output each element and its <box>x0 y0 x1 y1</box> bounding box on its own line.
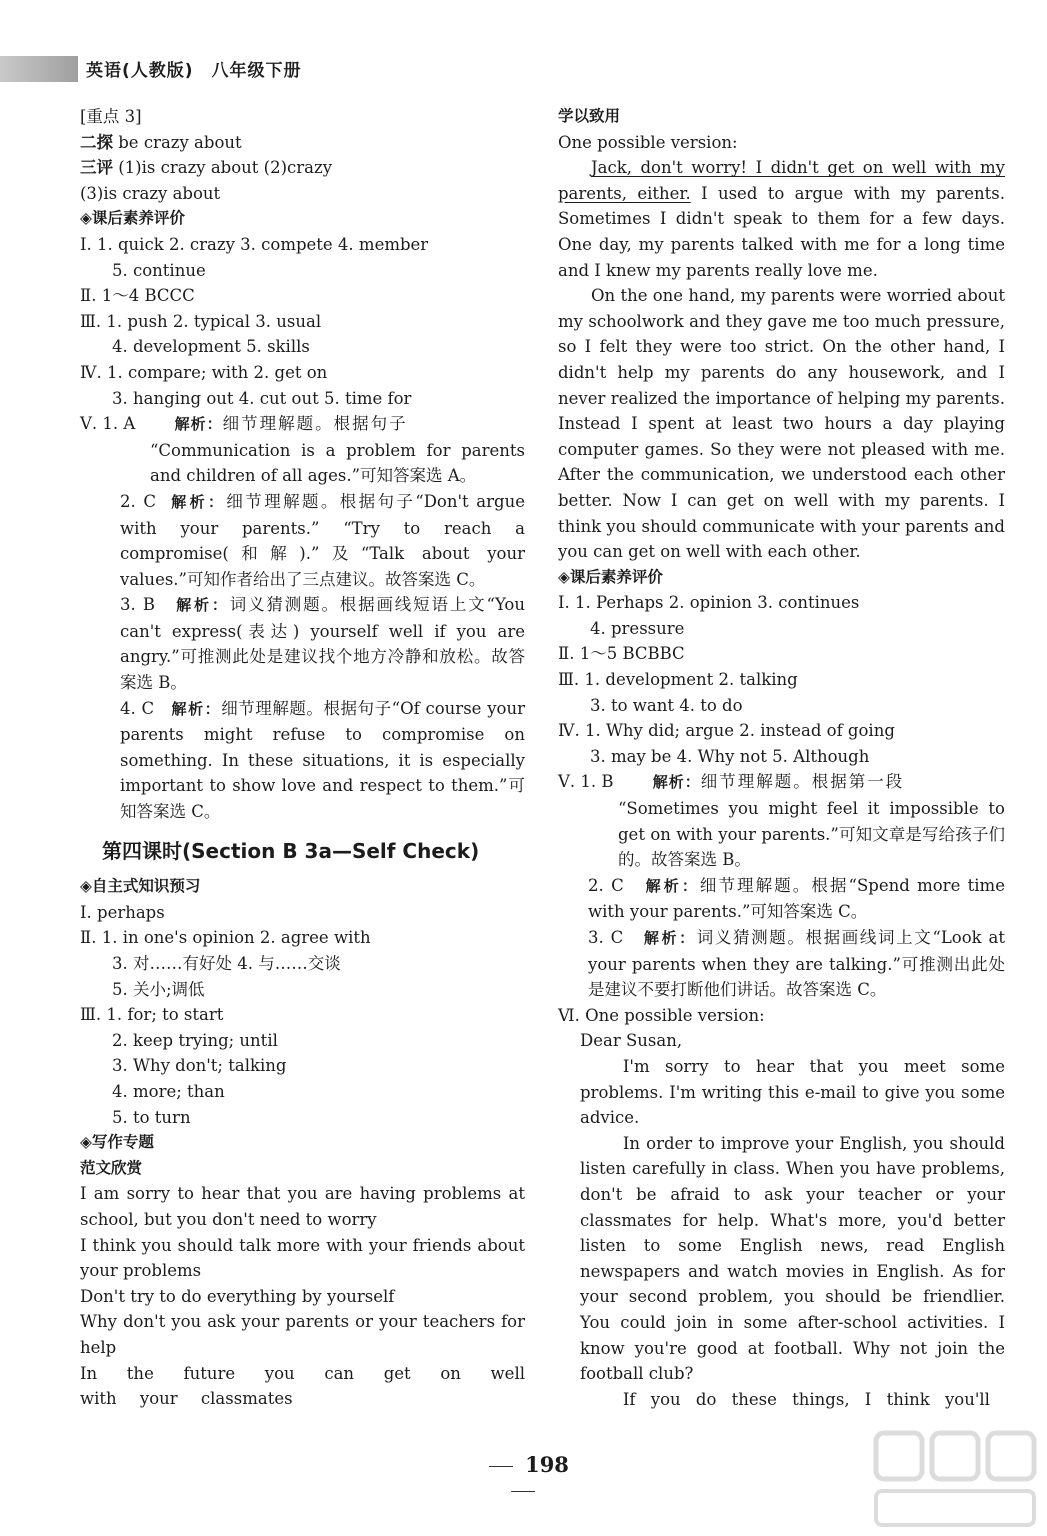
analysis-text: 词义猜测题。根据画线短语上文“You can't express(表达) yourself well if you are angry.”可推测此处是建议找个地方冷静和放松。故答案选 B。 <box>120 595 525 693</box>
key-point-label: [重点 3] <box>80 107 142 126</box>
page-number-text: 198 <box>525 1452 569 1477</box>
analysis-answer: 3. C <box>588 928 624 947</box>
answer-line: Ⅱ. 1～4 BCCC <box>80 286 195 306</box>
analysis-label: 解析： <box>171 699 222 718</box>
answer-line: 2. keep trying; until <box>112 1030 278 1050</box>
page-number-dash <box>489 1466 513 1467</box>
answer-line: Ⅰ. perhaps <box>80 902 165 922</box>
essay-text: I used to argue with my parents. Sometimes I didn't speak to them for a few days. One day, my parents talked with me for a long time and I knew my parents really love me. <box>558 183 1005 280</box>
section-heading: ◈课后素养评价 <box>558 567 663 586</box>
page-number-dash <box>511 1491 535 1492</box>
analysis-item <box>558 873 1005 925</box>
answer-line: 5. 关小;调低 <box>112 979 205 999</box>
header-tab-decoration <box>0 56 78 82</box>
analysis-answer: Ⅴ. 1. A <box>80 414 136 434</box>
answer-line: 5. to turn <box>112 1107 191 1127</box>
sample-sentence: In the future you can get on well with your classmates <box>80 1363 525 1409</box>
answer-line: Ⅲ. 1. development 2. talking <box>558 670 798 690</box>
analysis-label: 解析： <box>643 929 697 947</box>
answer-text: (1)is crazy about (2)crazy <box>113 158 333 178</box>
answer-line: 3. hanging out 4. cut out 5. time for <box>112 388 412 408</box>
answer-line <box>80 155 525 181</box>
answer-line: 4. development 5. skills <box>112 337 310 357</box>
analysis-text: 细节理解题。根据句子“Don't argue with your parents.” “Try to reach a compromise(和解).”及“Talk about your values.”可知作者给出了三点建议。故答案选 C。 <box>120 491 525 589</box>
answer-line: 4. pressure <box>590 618 685 638</box>
analysis-item <box>80 489 525 592</box>
analysis-text: 细节理解题。根据句子“Of course your parents might refuse to compromise on something. In these situations, it is especially important to show love and respect to them.”可知答案选 C。 <box>120 698 525 822</box>
section-heading: ◈课后素养评价 <box>80 209 185 228</box>
analysis-label: 解析： <box>176 596 230 615</box>
answer-line <box>80 130 525 156</box>
analysis-text: 细节理解题。根据“Spend more time with your parents.”可知答案选 C。 <box>588 875 1005 922</box>
analysis-text: “Communication is a problem for parents and children of all ages.”可知答案选 A。 <box>150 440 525 486</box>
letter-greeting: Dear Susan, <box>580 1031 683 1051</box>
answer-line: Ⅳ. 1. compare; with 2. get on <box>80 362 328 382</box>
essay-paragraph: On the one hand, my parents were worried about my schoolwork and they gave me too much pressure, so I felt they were too strict. On the other hand, I didn't help my parents do any housework, and I never realized the importance of helping my parents. Instead I spent at least two hours a day playing computer games. So they were not pleased with me. After the communication, we understood each other better. Now I can get on well with my parents. I think you should communicate with your parents and you can get on well with each other. <box>558 286 1005 562</box>
subsection-heading: 范文欣赏 <box>80 1158 143 1177</box>
underlined-sentence: Jack, don't worry! I didn't get on well with my parents, either. <box>558 158 1005 203</box>
answer-line: Ⅰ. 1. Perhaps 2. opinion 3. continues <box>558 593 860 613</box>
analysis-label: 解析： <box>171 492 227 511</box>
page-header <box>0 50 1047 86</box>
sample-sentence: Why don't you ask your parents or your teachers for help <box>80 1312 525 1357</box>
analysis-item <box>558 769 1005 796</box>
sample-sentence: Don't try to do everything by yourself <box>80 1286 395 1306</box>
analysis-answer: 2. C <box>588 875 624 895</box>
answer-key: 三评 <box>80 158 113 178</box>
analysis-answer: 3. B <box>120 595 155 615</box>
answer-line: Ⅲ. 1. push 2. typical 3. usual <box>80 311 322 331</box>
watermark-logo <box>870 1425 1040 1533</box>
analysis-label: 解析： <box>174 415 223 434</box>
left-column <box>80 104 525 1412</box>
analysis-text: 词义猜测题。根据画线词上文“Look at your parents when they are talking.”可推测出此处是建议不要打断他们讲话。故答案选 C。 <box>588 928 1005 1000</box>
sample-sentence: I think you should talk more with your friends about your problems <box>80 1235 525 1281</box>
answer-line: 3. to want 4. to do <box>590 695 743 715</box>
section-heading: ◈自主式知识预习 <box>80 877 201 896</box>
analysis-item <box>80 696 525 825</box>
analysis-label: 解析： <box>645 876 700 895</box>
analysis-text: 细节理解题。根据句子 <box>222 414 408 434</box>
analysis-item <box>80 592 525 695</box>
answer-line: 3. 对……有好处 4. 与……交谈 <box>112 954 341 973</box>
answer-line: Ⅰ. 1. quick 2. crazy 3. compete 4. member <box>80 234 429 254</box>
answer-text: be crazy about <box>113 132 242 152</box>
answer-line: Ⅲ. 1. for; to start <box>80 1005 224 1025</box>
analysis-item <box>558 925 1005 1003</box>
right-column <box>558 104 1005 1412</box>
sample-sentence: I am sorry to hear that you are having problems at school, but you don't need to worry <box>80 1184 525 1229</box>
analysis-label: 解析： <box>652 773 701 792</box>
analysis-text: “Sometimes you might feel it impossible to get on with your parents.”可知文章是写给孩子们的。故答案选 B。 <box>618 799 1005 870</box>
answer-line: Ⅳ. 1. Why did; argue 2. instead of going <box>558 721 895 741</box>
answer-line: 5. continue <box>112 260 206 280</box>
analysis-item <box>80 411 525 438</box>
answer-line: (3)is crazy about <box>80 183 221 203</box>
answer-line: Ⅵ. One possible version: <box>558 1005 765 1025</box>
answer-line: 3. Why don't; talking <box>112 1056 287 1076</box>
page-number <box>460 1452 586 1502</box>
answer-line: 3. may be 4. Why not 5. Although <box>590 746 870 766</box>
letter-paragraph: In order to improve your English, you should listen carefully in class. When you have problems, don't be afraid to ask your teacher or your classmates for help. What's more, you'd better listen to some English news, read English newspapers and watch movies in English. As for your second problem, you should be friendlier. You could join in some after-school activities. I know you're good at football. Why not join the football club? <box>580 1133 1005 1384</box>
analysis-answer: 4. C <box>120 698 155 718</box>
essay-paragraph <box>558 155 1005 283</box>
analysis-answer: 2. C <box>120 491 156 511</box>
answer-line: Ⅱ. 1～5 BCBBC <box>558 644 685 664</box>
version-label: One possible version: <box>558 132 738 152</box>
lesson-title: 第四课时(Section B 3a—Self Check) <box>102 838 480 863</box>
book-title: 英语(人教版) 八年级下册 <box>86 61 302 81</box>
answer-line: 4. more; than <box>112 1081 225 1101</box>
answer-line: Ⅱ. 1. in one's opinion 2. agree with <box>80 928 371 948</box>
analysis-answer: Ⅴ. 1. B <box>558 772 614 792</box>
section-heading: ◈写作专题 <box>80 1133 154 1152</box>
letter-paragraph: If you do these things, I think you'll <box>622 1389 990 1409</box>
letter-paragraph: I'm sorry to hear that you meet some problems. I'm writing this e-mail to give you some advice. <box>580 1056 1005 1128</box>
section-heading: 学以致用 <box>558 107 621 125</box>
analysis-text: 细节理解题。根据第一段 <box>700 772 905 792</box>
answer-key: 二探 <box>80 132 113 152</box>
